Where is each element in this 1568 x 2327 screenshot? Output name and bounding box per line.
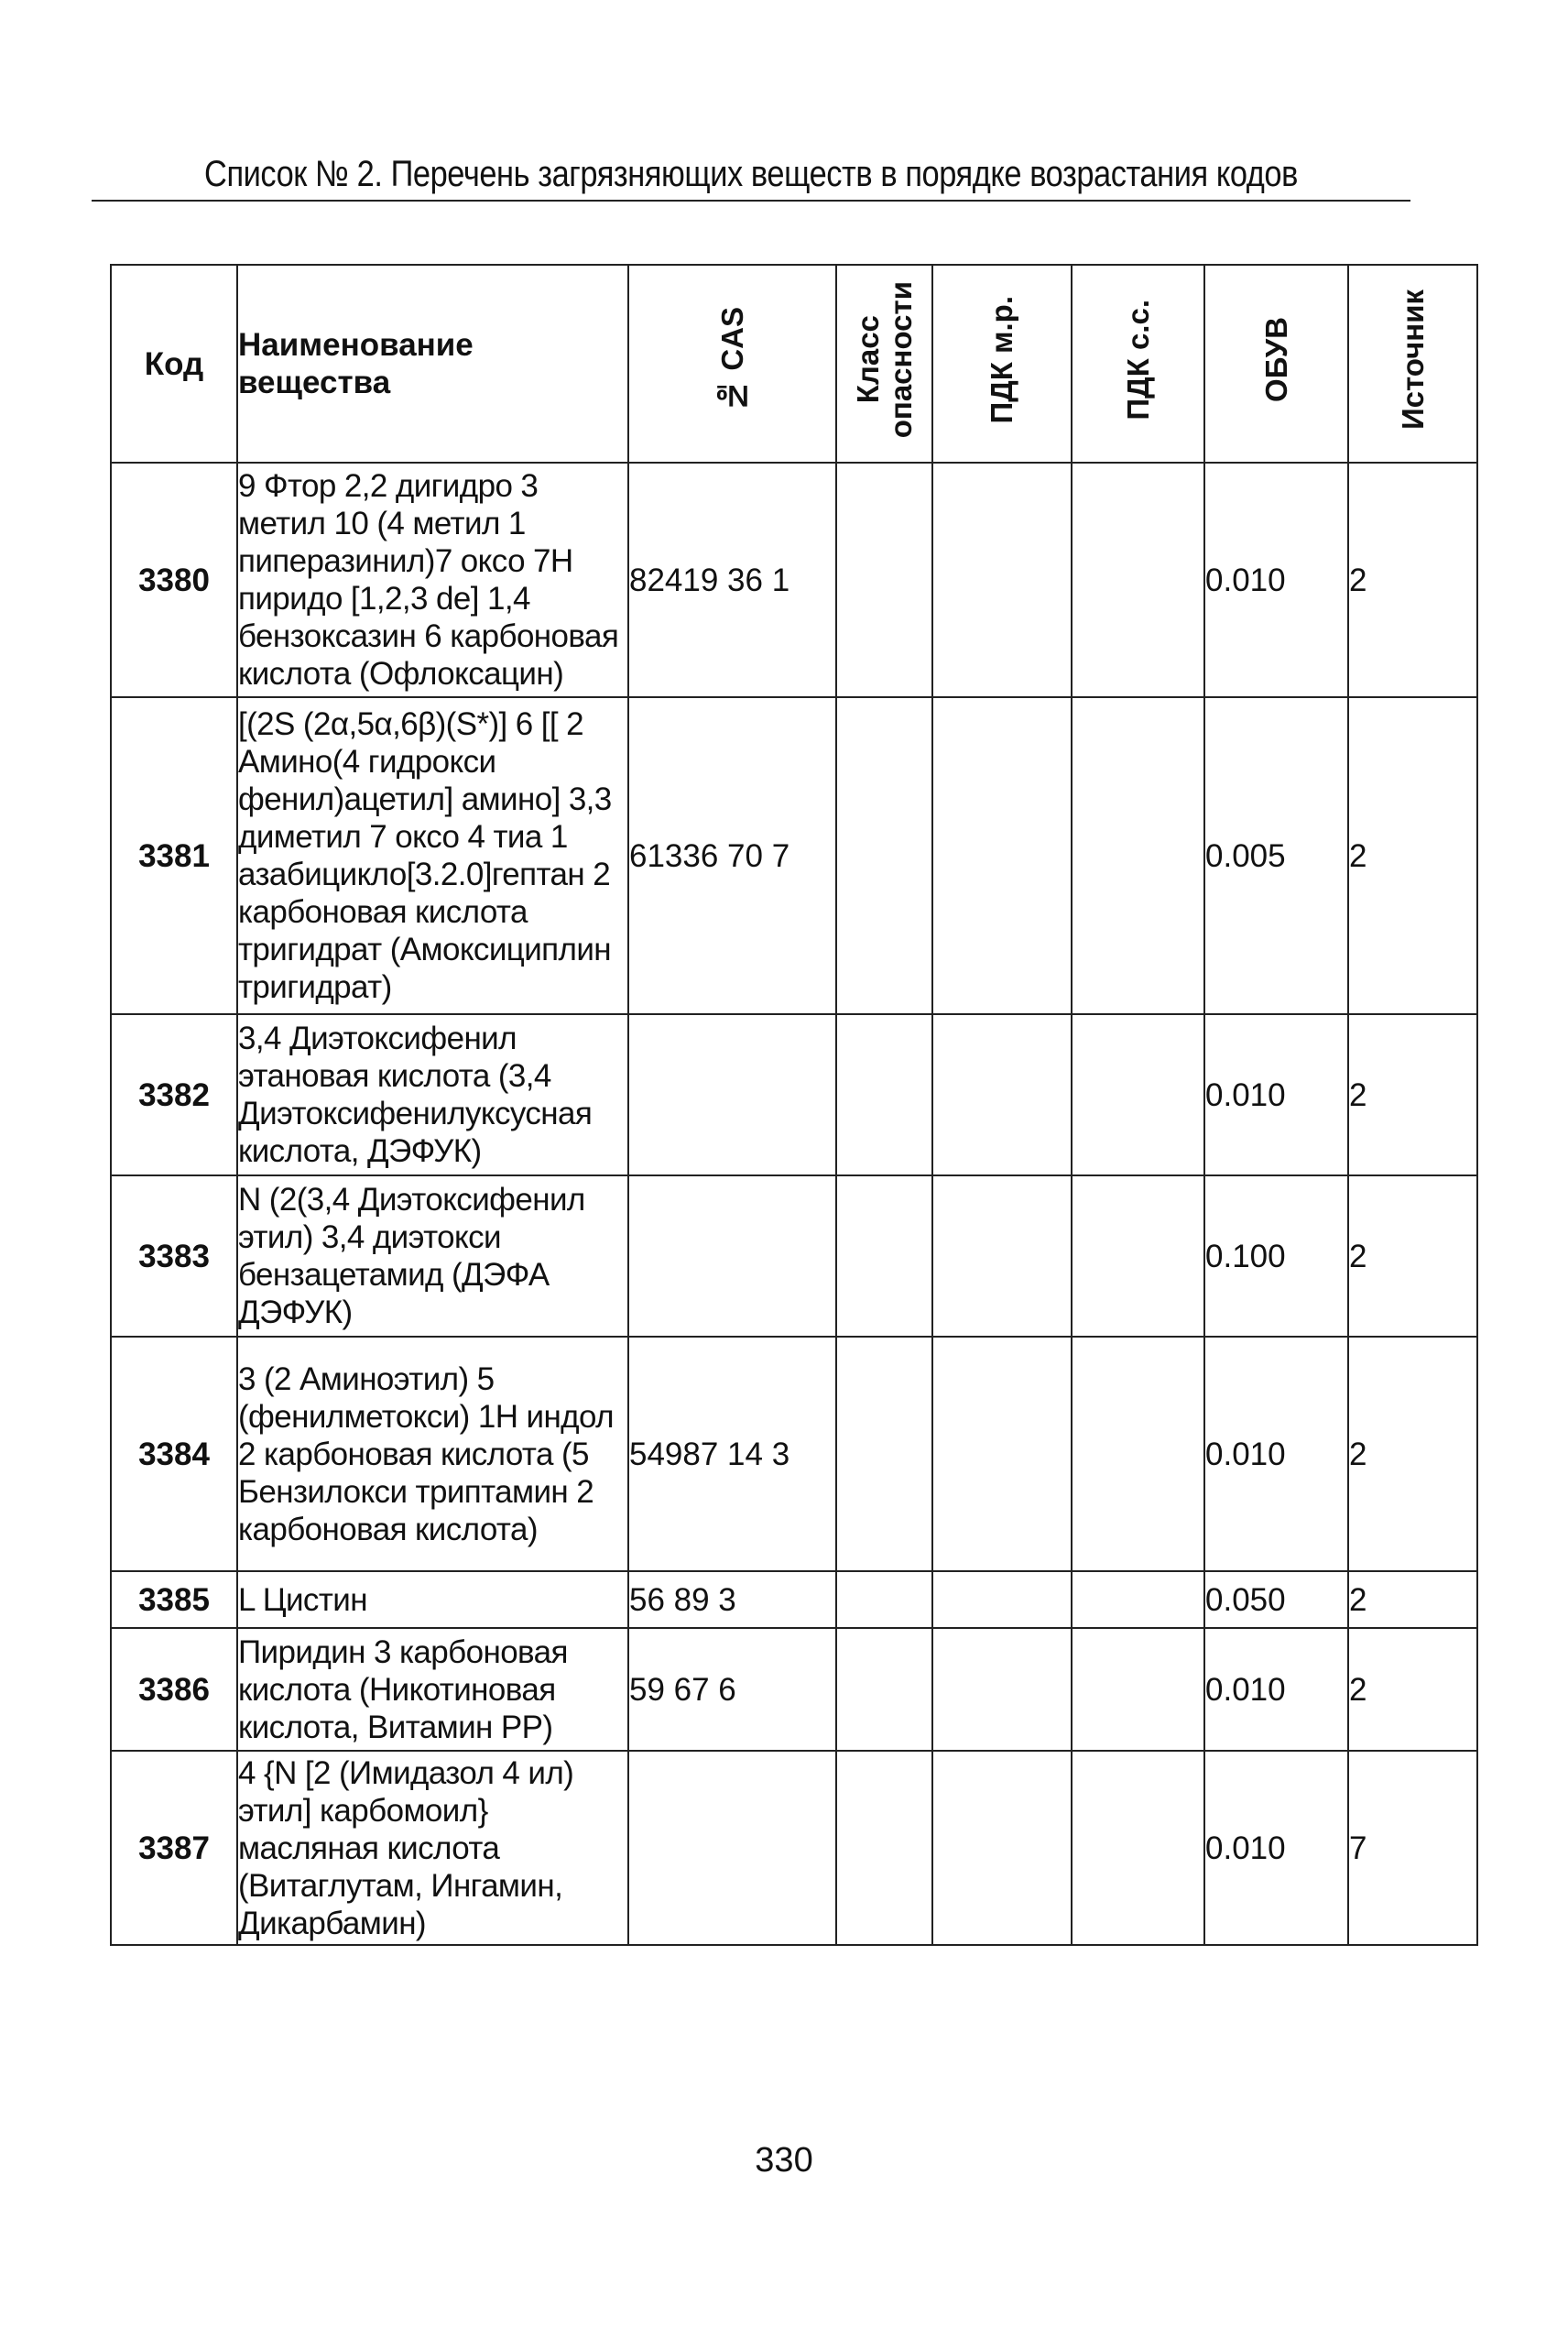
cell-obuv: 0.010 [1204, 1751, 1348, 1945]
cell-code: 3380 [111, 463, 237, 697]
cell-pdk-ss [1072, 1751, 1204, 1945]
page-title: Список № 2. Перечень загрязняющих веществ в порядке возрастания кодов [204, 154, 1298, 194]
cell-source: 2 [1348, 697, 1477, 1014]
cell-name: L Цистин [237, 1571, 628, 1628]
cell-hazard-class [836, 1571, 932, 1628]
cell-pdk-ss [1072, 1014, 1204, 1175]
cell-hazard-class [836, 1014, 932, 1175]
cell-code: 3386 [111, 1628, 237, 1751]
cell-obuv: 0.050 [1204, 1571, 1348, 1628]
cell-source: 2 [1348, 1337, 1477, 1571]
header-code: Код [111, 265, 237, 463]
cell-pdk-mr [932, 1014, 1072, 1175]
cell-pdk-ss [1072, 1337, 1204, 1571]
header-cas: № CAS [628, 265, 836, 463]
table-row [111, 1175, 1477, 1337]
title-underline [92, 200, 1410, 202]
cell-obuv: 0.010 [1204, 1337, 1348, 1571]
cell-hazard-class [836, 1628, 932, 1751]
cell-source: 2 [1348, 1175, 1477, 1337]
cell-cas [628, 1751, 836, 1945]
cell-code: 3383 [111, 1175, 237, 1337]
table-row [111, 1628, 1477, 1751]
cell-obuv: 0.010 [1204, 1628, 1348, 1751]
header-name: Наименование вещества [237, 265, 628, 463]
header-row [111, 265, 1477, 463]
header-hazard-class: Класс опасности [836, 265, 932, 463]
cell-pdk-mr [932, 1337, 1072, 1571]
cell-name: 9 Фтор 2,2 дигидро 3 метил 10 (4 метил 1 пиперазинил)7 оксо 7Н пиридо [1,2,3 de] 1,4 бензоксазин 6 карбоновая кислота (Офлоксацин) [237, 463, 628, 697]
cell-obuv: 0.005 [1204, 697, 1348, 1014]
cell-name: N (2(3,4 Диэтоксифенил этил) 3,4 диэтокси бензацетамид (ДЭФА ДЭФУК) [237, 1175, 628, 1337]
cell-pdk-ss [1072, 1175, 1204, 1337]
cell-pdk-ss [1072, 1628, 1204, 1751]
cell-name: 3 (2 Аминоэтил) 5 (фенилметокси) 1Н индол 2 карбоновая кислота (5 Бензилокси триптамин 2 карбоновая кислота) [237, 1337, 628, 1571]
cell-pdk-ss [1072, 697, 1204, 1014]
cell-cas [628, 1014, 836, 1175]
cell-pdk-ss [1072, 1571, 1204, 1628]
cell-pdk-mr [932, 697, 1072, 1014]
cell-cas: 59 67 6 [628, 1628, 836, 1751]
cell-cas: 82419 36 1 [628, 463, 836, 697]
cell-cas [628, 1175, 836, 1337]
cell-cas: 54987 14 3 [628, 1337, 836, 1571]
substances-table [110, 264, 1478, 1946]
cell-code: 3382 [111, 1014, 237, 1175]
cell-hazard-class [836, 697, 932, 1014]
table-row [111, 1014, 1477, 1175]
cell-source: 2 [1348, 1014, 1477, 1175]
cell-pdk-mr [932, 1175, 1072, 1337]
cell-source: 2 [1348, 463, 1477, 697]
cell-source: 7 [1348, 1751, 1477, 1945]
header-source: Источник [1348, 265, 1477, 463]
cell-pdk-mr [932, 463, 1072, 697]
cell-pdk-ss [1072, 463, 1204, 697]
cell-name: [(2S (2α,5α,6β)(S*)] 6 [[ 2 Амино(4 гидрокси фенил)ацетил] амино] 3,3 диметил 7 оксо 4 тиа 1 азабицикло[3.2.0]гептан 2 карбоновая кислота тригидрат (Амоксициплин тригидрат) [237, 697, 628, 1014]
cell-name: Пиридин 3 карбоновая кислота (Никотиновая кислота, Витамин PP) [237, 1628, 628, 1751]
cell-name: 4 {N [2 (Имидазол 4 ил) этил] карбомоил} масляная кислота (Витаглутам, Ингамин, Дикарбамин) [237, 1751, 628, 1945]
cell-cas: 61336 70 7 [628, 697, 836, 1014]
table-row [111, 1337, 1477, 1571]
header-pdk-ss: ПДК с.с. [1072, 265, 1204, 463]
cell-obuv: 0.010 [1204, 1014, 1348, 1175]
table-row [111, 697, 1477, 1014]
cell-obuv: 0.100 [1204, 1175, 1348, 1337]
cell-code: 3384 [111, 1337, 237, 1571]
cell-pdk-mr [932, 1751, 1072, 1945]
table-row [111, 1571, 1477, 1628]
header-pdk-mr: ПДК м.р. [932, 265, 1072, 463]
cell-hazard-class [836, 1751, 932, 1945]
cell-pdk-mr [932, 1628, 1072, 1751]
cell-source: 2 [1348, 1628, 1477, 1751]
cell-hazard-class [836, 463, 932, 697]
table-row [111, 1751, 1477, 1945]
cell-code: 3387 [111, 1751, 237, 1945]
header-obuv: ОБУВ [1204, 265, 1348, 463]
page-number: 330 [755, 2141, 813, 2180]
cell-pdk-mr [932, 1571, 1072, 1628]
cell-code: 3381 [111, 697, 237, 1014]
cell-hazard-class [836, 1175, 932, 1337]
cell-obuv: 0.010 [1204, 463, 1348, 697]
table-row [111, 463, 1477, 697]
cell-source: 2 [1348, 1571, 1477, 1628]
cell-code: 3385 [111, 1571, 237, 1628]
cell-name: 3,4 Диэтоксифенил этановая кислота (3,4 Диэтоксифенилуксусная кислота, ДЭФУК) [237, 1014, 628, 1175]
cell-cas: 56 89 3 [628, 1571, 836, 1628]
cell-hazard-class [836, 1337, 932, 1571]
